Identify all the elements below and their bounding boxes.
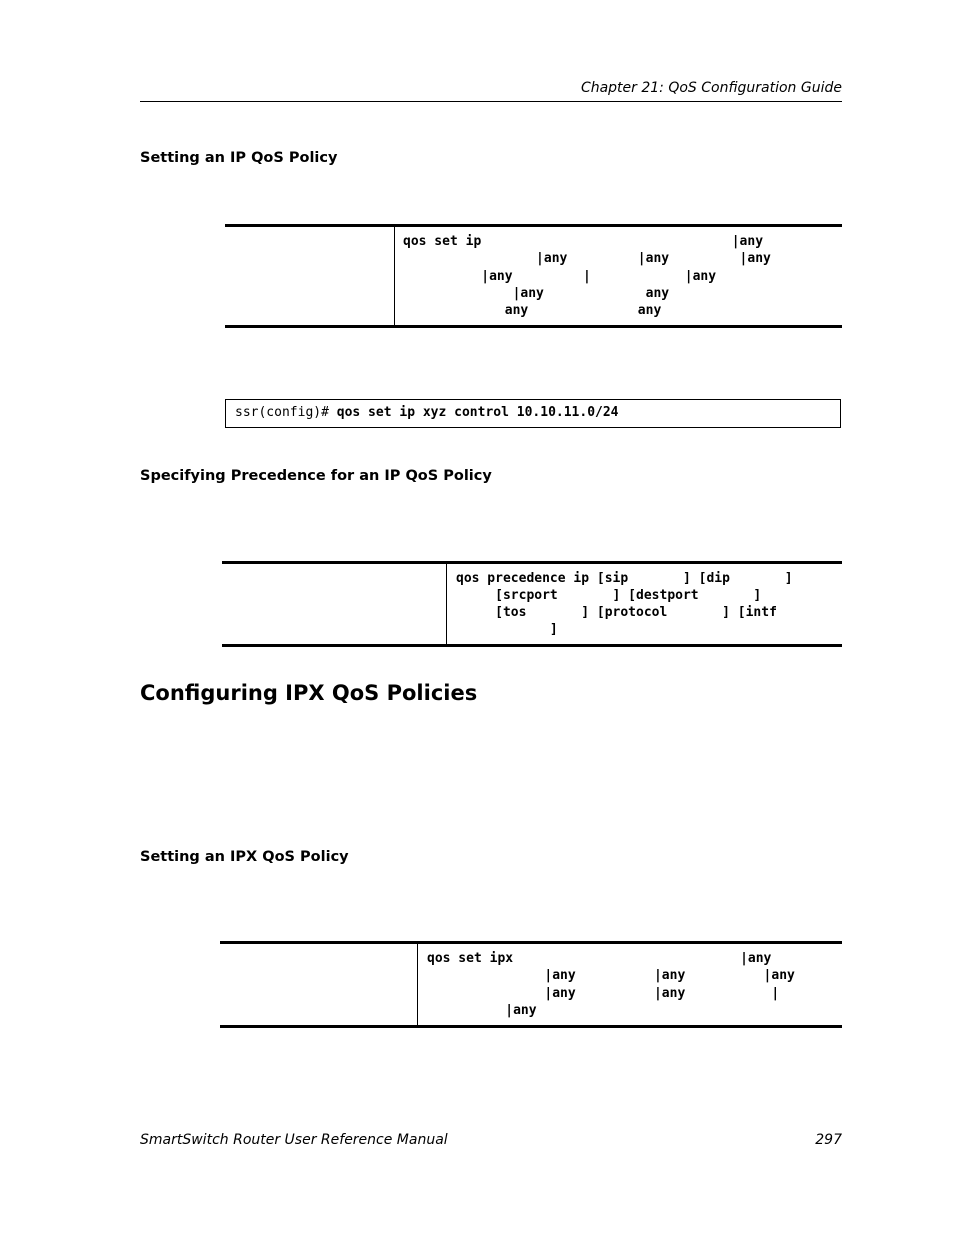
command-line: |any (427, 1003, 537, 1018)
ip-precedence-command-table (222, 561, 842, 647)
command-line: any any (403, 303, 662, 318)
example-command (235, 405, 619, 420)
cli-command: qos set ip xyz control 10.10.11.0/24 (336, 405, 619, 420)
header-rule (140, 101, 842, 102)
command-line: [srcport ] [destport ] (456, 588, 762, 603)
ip-set-command-table (225, 224, 842, 328)
command-line: ] (456, 622, 558, 637)
command-line: |any any (403, 286, 670, 301)
command-line: |any |any | (427, 986, 780, 1001)
table-divider (394, 227, 395, 325)
page-number: 297 (815, 1132, 842, 1148)
command-line: qos precedence ip [sip ] [dip ] (456, 571, 793, 586)
example-box (225, 399, 841, 428)
command-line: qos set ipx |any (427, 951, 772, 966)
ipx-policy-heading: Setting an IPX QoS Policy (140, 849, 349, 865)
command-line: |any |any |any (403, 251, 771, 266)
ip-precedence-heading: Specifying Precedence for an IP QoS Policy (140, 468, 492, 484)
command-line: |any | |any (403, 269, 717, 284)
table-divider (446, 564, 447, 644)
chapter-title: Chapter 21: QoS Configuration Guide (580, 80, 842, 96)
ipx-main-heading: Configuring IPX QoS Policies (140, 681, 478, 705)
command-line: |any |any |any (427, 968, 795, 983)
ipx-set-command-table (220, 941, 842, 1028)
command-line: qos set ip |any (403, 234, 764, 249)
cli-prompt: ssr(config)# (235, 405, 337, 420)
manual-title: SmartSwitch Router User Reference Manual (140, 1132, 448, 1148)
ip-policy-heading: Setting an IP QoS Policy (140, 150, 338, 166)
table-divider (417, 944, 418, 1025)
command-line: [tos ] [protocol ] [intf (456, 605, 777, 620)
